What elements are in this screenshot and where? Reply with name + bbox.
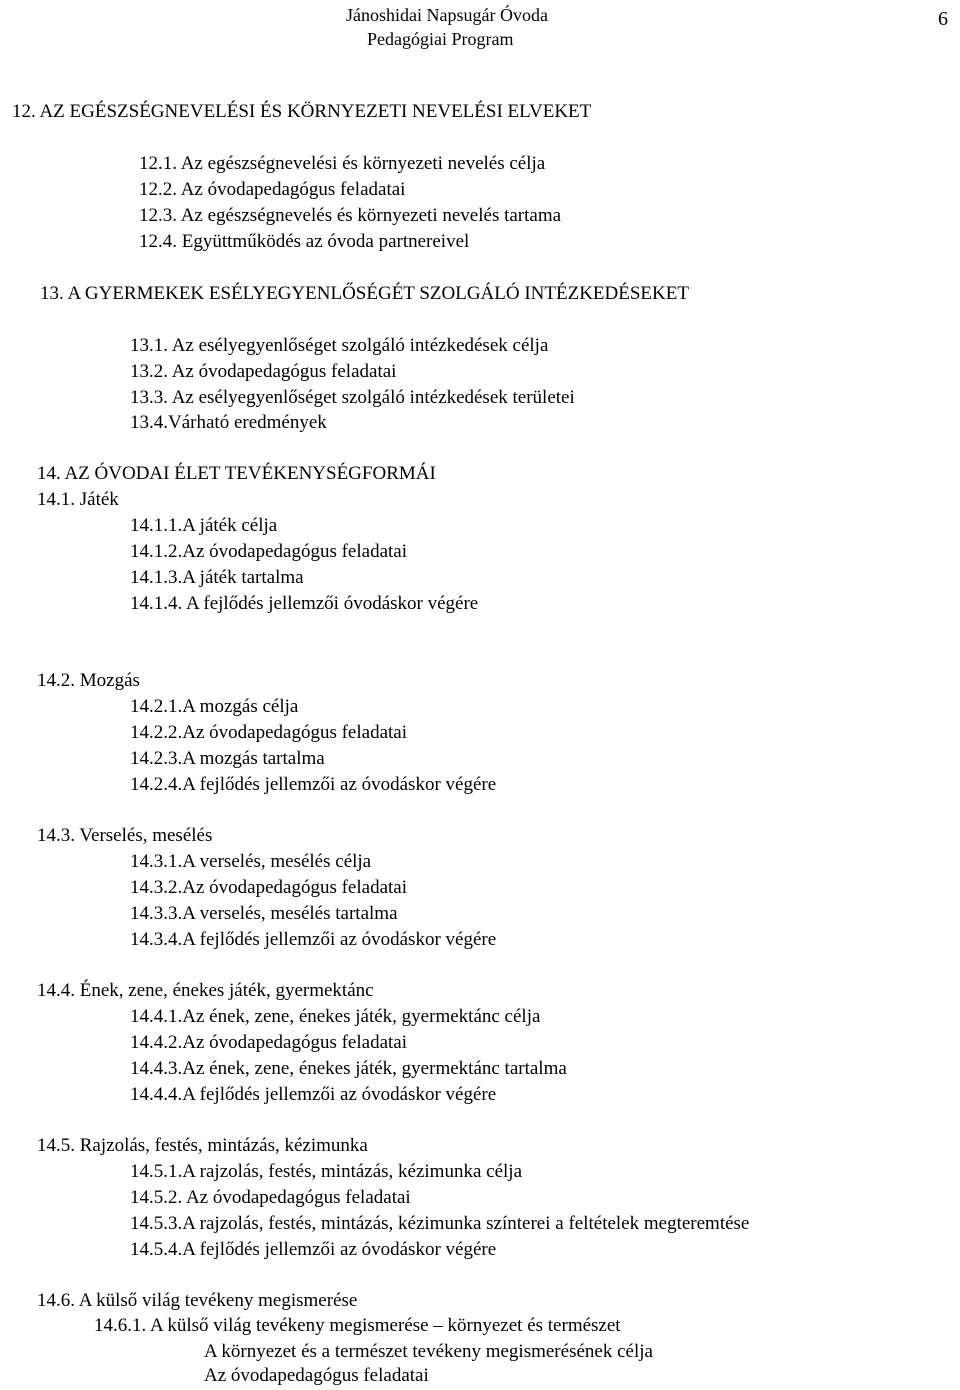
toc-item-14-3-1: 14.3.1.A verselés, mesélés célja: [130, 851, 372, 872]
toc-section-14-2: 14.2. Mozgás: [37, 670, 140, 691]
toc-heading-12: 12. AZ EGÉSZSÉGNEVELÉSI ÉS KÖRNYEZETI NEVELÉSI ELVEKET: [12, 101, 592, 122]
toc-item-14-4-3: 14.4.3.Az ének, zene, énekes játék, gyermektánc tartalma: [130, 1058, 567, 1079]
toc-section-14-4: 14.4. Ének, zene, énekes játék, gyermektánc: [37, 980, 374, 1001]
toc-section-14-6: 14.6. A külső világ tevékeny megismerése: [37, 1290, 358, 1311]
toc-item-14-5-4: 14.5.4.A fejlődés jellemzői az óvodáskor végére: [130, 1239, 497, 1260]
toc-section-14-3: 14.3. Verselés, mesélés: [37, 825, 213, 846]
toc-item-14-1-1: 14.1.1.A játék célja: [130, 515, 278, 536]
toc-item-12-1: 12.1. Az egészségnevelési és környezeti nevelés célja: [139, 153, 546, 174]
toc-item-12-4: 12.4. Együttműködés az óvoda partnereivel: [139, 231, 470, 252]
toc-item-14-2-4: 14.2.4.A fejlődés jellemzői az óvodáskor végére: [130, 774, 497, 795]
toc-item-14-4-1: 14.4.1.Az ének, zene, énekes játék, gyermektánc célja: [130, 1006, 541, 1027]
header-program-name: Pedagógiai Program: [367, 29, 514, 49]
toc-subitem-tasks: Az óvodapedagógus feladatai: [204, 1365, 429, 1386]
toc-heading-14: 14. AZ ÓVODAI ÉLET TEVÉKENYSÉGFORMÁI: [37, 463, 436, 484]
toc-item-12-2: 12.2. Az óvodapedagógus feladatai: [139, 179, 406, 200]
toc-section-14-5: 14.5. Rajzolás, festés, mintázás, kézimunka: [37, 1135, 368, 1156]
toc-item-14-4-2: 14.4.2.Az óvodapedagógus feladatai: [130, 1032, 407, 1053]
toc-item-14-2-2: 14.2.2.Az óvodapedagógus feladatai: [130, 722, 407, 743]
toc-item-14-2-1: 14.2.1.A mozgás célja: [130, 696, 299, 717]
toc-item-14-2-3: 14.2.3.A mozgás tartalma: [130, 748, 325, 769]
toc-item-14-4-4: 14.4.4.A fejlődés jellemzői az óvodáskor végére: [130, 1084, 497, 1105]
toc-item-14-5-2: 14.5.2. Az óvodapedagógus feladatai: [130, 1187, 411, 1208]
toc-item-14-1-4: 14.1.4. A fejlődés jellemzői óvodáskor végére: [130, 593, 479, 614]
toc-item-14-3-3: 14.3.3.A verselés, mesélés tartalma: [130, 903, 398, 924]
toc-heading-13: 13. A GYERMEKEK ESÉLYEGYENLŐSÉGÉT SZOLGÁLÓ INTÉZKEDÉSEKET: [40, 283, 689, 304]
toc-item-14-6-1: 14.6.1. A külső világ tevékeny megismerése – környezet és természet: [94, 1315, 621, 1336]
toc-item-14-1-2: 14.1.2.Az óvodapedagógus feladatai: [130, 541, 407, 562]
toc-subitem-goal: A környezet és a természet tevékeny megismerésének célja: [204, 1341, 653, 1362]
toc-item-13-1: 13.1. Az esélyegyenlőséget szolgáló intézkedések célja: [130, 335, 549, 356]
toc-item-14-1-3: 14.1.3.A játék tartalma: [130, 567, 304, 588]
toc-item-13-4: 13.4.Várható eredmények: [130, 412, 327, 433]
toc-item-14-5-1: 14.5.1.A rajzolás, festés, mintázás, kézimunka célja: [130, 1161, 523, 1182]
toc-item-14-3-4: 14.3.4.A fejlődés jellemzői az óvodáskor végére: [130, 929, 497, 950]
toc-item-14-3-2: 14.3.2.Az óvodapedagógus feladatai: [130, 877, 407, 898]
page-number: 6: [938, 8, 948, 30]
toc-item-12-3: 12.3. Az egészségnevelés és környezeti nevelés tartama: [139, 205, 562, 226]
toc-item-14-5-3: 14.5.3.A rajzolás, festés, mintázás, kézimunka színterei a feltételek megteremtése: [130, 1213, 750, 1234]
toc-item-13-2: 13.2. Az óvodapedagógus feladatai: [130, 361, 397, 382]
header-school-name: Jánoshidai Napsugár Óvoda: [346, 5, 548, 25]
toc-section-14-1: 14.1. Játék: [37, 489, 119, 510]
toc-item-13-3: 13.3. Az esélyegyenlőséget szolgáló intézkedések területei: [130, 387, 575, 408]
